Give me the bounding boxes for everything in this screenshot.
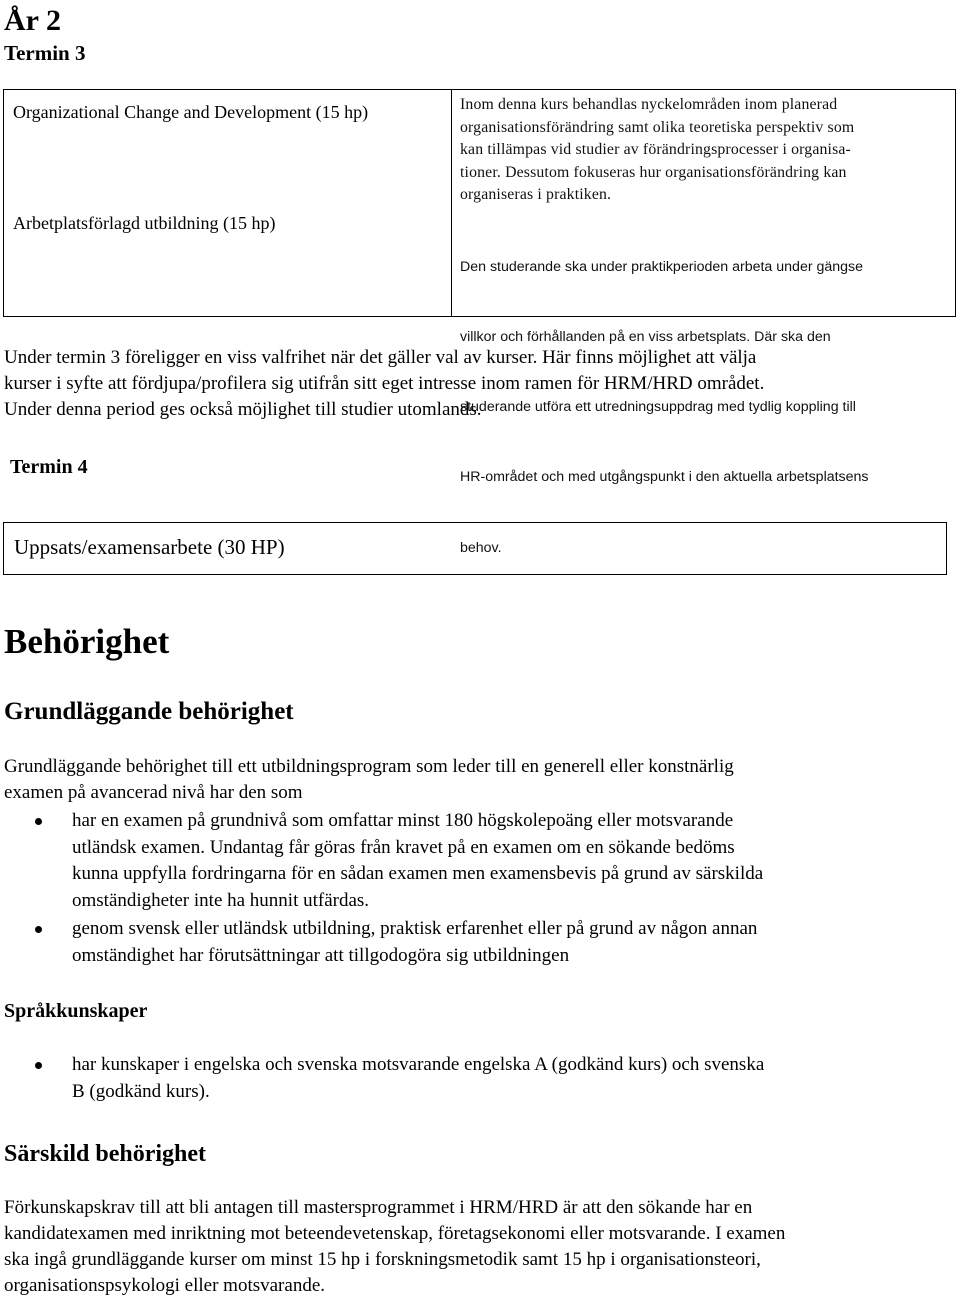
- intro-line: examen på avancerad nivå har den som: [4, 782, 303, 803]
- bullet-dot: [35, 818, 42, 825]
- sarskild-behorighet-heading: Särskild behörighet: [4, 1141, 207, 1167]
- course-description-line: villkor och förhållanden på en viss arbetsplats. Där ska den: [460, 329, 831, 346]
- course-description-line: Den studerande ska under praktikperioden arbeta under gängse: [460, 258, 864, 275]
- bullet-line: omständigheter inte ha hunnit utfärdas.: [72, 889, 370, 911]
- sarskild-line: kandidatexamen med inriktning mot beteendevetenskap, företagsekonomi eller motsvarande. I examen: [4, 1223, 786, 1244]
- term3-note: [4, 345, 764, 423]
- intro-line: Grundläggande behörighet till ett utbildningsprogram som leder till en generell eller konstnärlig: [4, 756, 734, 777]
- course-description-line: Inom denna kurs behandlas nyckelområden inom planerad: [460, 96, 838, 113]
- sarskild-line: Förkunskapskrav till att bli antagen till mastersprogrammet i HRM/HRD är att den sökande har en: [4, 1197, 753, 1218]
- term3-note-line: Under termin 3 föreligger en viss valfrihet när det gäller val av kurser. Här finns möjlighet att välja: [4, 347, 757, 368]
- bullet-line: omständighet har förutsättningar att tillgodogöra sig utbildningen: [72, 944, 570, 966]
- grundlaggande-intro: [4, 754, 734, 806]
- bullet-line: kunna uppfylla fordringarna för en sådan examen men examensbevis på grund av särskilda: [72, 863, 764, 884]
- sarskild-line: ska ingå grundläggande kurser om minst 15 hp i forskningsmetodik samt 15 hp i organisationsteori,: [4, 1249, 761, 1270]
- course-description-line: HR-området och med utgångspunkt i den aktuella arbetsplatsens: [460, 469, 869, 486]
- course-description-line: tioner. Dessutom fokuseras hur organisationsförändring kan: [460, 163, 847, 181]
- bullet-line: B (godkänd kurs).: [72, 1080, 210, 1102]
- grundlaggande-heading: Grundläggande behörighet: [4, 698, 294, 725]
- year-heading: År 2: [4, 4, 61, 37]
- table-column-divider: [451, 90, 452, 316]
- term3-note-line: kurser i syfte att fördjupa/profilera sig utifrån sitt eget intresse inom ramen för HRM/HRD området.: [4, 373, 765, 394]
- bullet-item: [72, 1052, 764, 1105]
- course-name: Arbetplatsförlagd utbildning (15 hp): [13, 213, 276, 233]
- course-description: [460, 94, 950, 207]
- course-description-line: organiseras i praktiken.: [460, 186, 612, 203]
- course-name: Organizational Change and Development (15 hp): [13, 102, 369, 122]
- course-description-line: organisationsförändring samt olika teoretiska perspektiv som: [460, 118, 855, 136]
- bullet-item: [72, 808, 763, 914]
- term3-heading: Termin 3: [4, 41, 86, 65]
- bullet-line: har kunskaper i engelska och svenska motsvarande engelska A (godkänd kurs) och svenska: [72, 1054, 765, 1075]
- sarskild-line: organisationspsykologi eller motsvarande.: [4, 1275, 326, 1296]
- bullet-dot: [35, 926, 42, 933]
- bullet-dot: [35, 1062, 42, 1069]
- course-description-line: kan tillämpas vid studier av förändringsprocesser i organisa-: [460, 141, 851, 158]
- thesis-course-name: Uppsats/examensarbete (30 HP): [14, 535, 285, 559]
- bullet-line: genom svensk eller utländsk utbildning, praktisk erfarenhet eller på grund av någon annan: [72, 918, 758, 939]
- sprakkunskaper-heading: Språkkunskaper: [4, 1000, 148, 1022]
- term3-note-line: Under denna period ges också möjlighet till studier utomlands.: [4, 399, 482, 420]
- course-description-line: behov.: [460, 539, 502, 556]
- term4-heading: Termin 4: [10, 456, 88, 478]
- bullet-line: har en examen på grundnivå som omfattar minst 180 högskolepoäng eller motsvarande: [72, 810, 734, 831]
- sarskild-behorighet-text: [4, 1195, 785, 1299]
- behorighet-heading: Behörighet: [4, 622, 170, 661]
- thesis-course-box: [3, 522, 947, 575]
- bullet-item: [72, 916, 757, 969]
- course-description-line: studerande utföra ett utredningsuppdrag med tydlig koppling till: [460, 399, 856, 416]
- bullet-line: utländsk examen. Undantag får göras från kravet på en examen om en sökande bedöms: [72, 836, 735, 858]
